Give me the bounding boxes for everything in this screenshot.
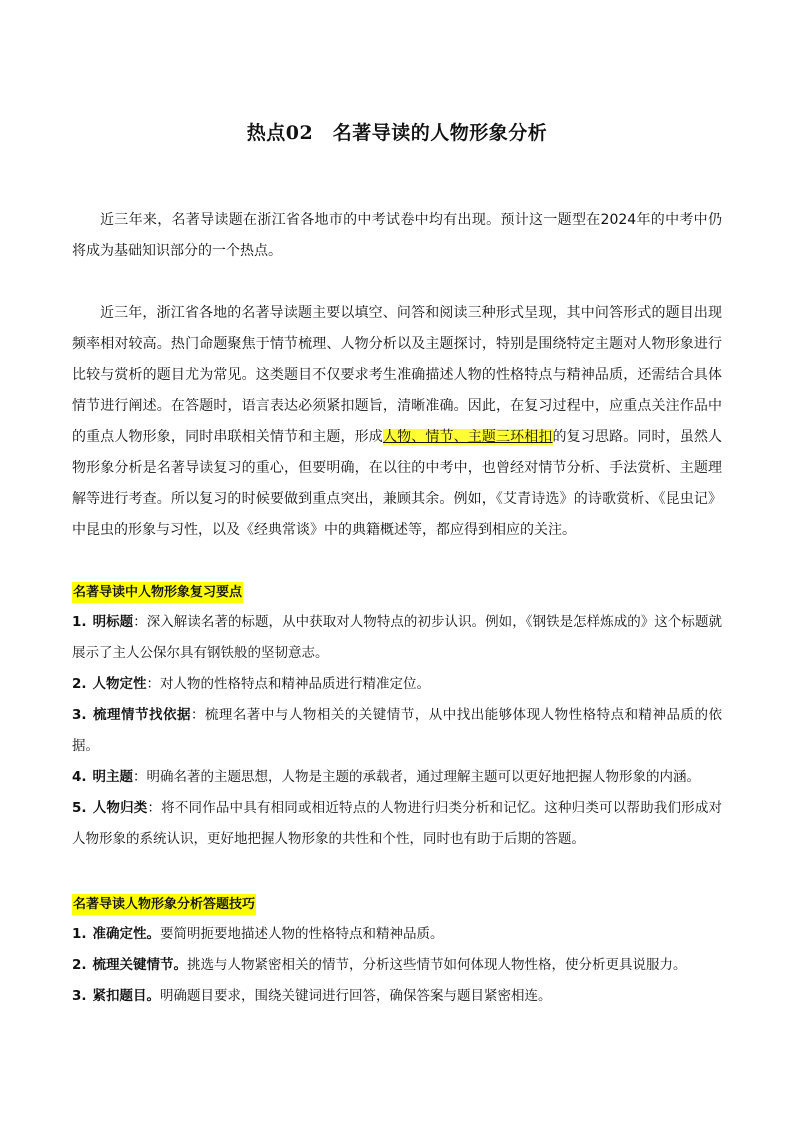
item-term: 明主题 — [92, 769, 134, 785]
section-heading-answer-skills: 名著导读人物形象分析答题技巧 — [72, 894, 256, 915]
item-text: ：深入解读名著的标题，从中获取对人物特点的初步认识。例如，《钢铁是怎样炼成的》这个标题就展示了主人公保尔具有钢铁般的坚韧意志。 — [72, 614, 723, 661]
list-item — [72, 950, 722, 981]
item-number: 1. — [72, 614, 87, 630]
item-term: 人物定性 — [92, 676, 147, 692]
section-heading-review-points: 名著导读中人物形象复习要点 — [72, 582, 243, 603]
list-item — [72, 607, 722, 669]
analysis-paragraph — [72, 298, 722, 546]
item-number: 1. — [72, 926, 87, 942]
review-points-list — [72, 607, 722, 855]
item-term: 紧扣题目。 — [92, 988, 161, 1004]
list-item — [72, 762, 722, 793]
item-text: ：明确名著的主题思想，人物是主题的承载者，通过理解主题可以更好地把握人物形象的内涵。 — [133, 769, 701, 785]
item-term: 梳理情节找依据 — [92, 707, 191, 723]
intro-paragraph: 近三年来，名著导读题在浙江省各地市的中考试卷中均有出现。预计这一题型在2024年的中考中仍将成为基础知识部分的一个热点。 — [72, 212, 722, 259]
item-term: 梳理关键情节。 — [92, 957, 188, 973]
item-text: ：将不同作品中具有相同或相近特点的人物进行归类分析和记忆。这种归类可以帮助我们形成对人物形象的系统认识，更好地把握人物形象的共性和个性，同时也有助于后期的答题。 — [72, 800, 723, 847]
analysis-text-before: 近三年，浙江省各地的名著导读题主要以填空、问答和阅读三种形式呈现，其中问答形式的题目出现频率相对较高。热门命题聚焦于情节梳理、人物分析以及主题探讨，特别是围绕特定主题对人物形象进行比较与赏析的题目尤为常见。这类题目不仅要求考生准确描述人物的性格特点与精神品质，还需结合具体情节进行阐述。在答题时，语言表达必须紧扣题旨，清晰准确。因此，在复习过程中，应重点关注作品中的重点人物形象，同时串联相关情节和主题，形成 — [72, 305, 722, 445]
item-text: 明确题目要求，围绕关键词进行回答，确保答案与题目紧密相连。 — [160, 988, 552, 1004]
item-text: ：对人物的性格特点和精神品质进行精准定位。 — [146, 676, 431, 692]
item-number: 4. — [72, 769, 87, 785]
item-number: 3. — [72, 988, 87, 1004]
highlighted-phrase: 人物、情节、主题三环相扣 — [382, 429, 553, 445]
item-number: 2. — [72, 676, 87, 692]
list-item — [72, 793, 722, 855]
item-term: 明标题 — [92, 614, 134, 630]
item-text: 挑选与人物紧密相关的情节，分析这些情节如何体现人物性格，使分析更具说服力。 — [187, 957, 687, 973]
list-item — [72, 700, 722, 762]
item-term: 准确定性。 — [92, 926, 161, 942]
list-item — [72, 919, 722, 950]
analysis-text-after: 的复习思路。同时，虽然人物形象分析是名著导读复习的重心，但要明确，在以往的中考中，也曾经对情节分析、手法赏析、主题理解等进行考查。所以复习的时候要做到重点突出，兼顾其余。例如，《艾青诗选》的诗歌赏析、《昆虫记》中昆虫的形象与习性，以及《经典常谈》中的典籍概述等，都应得到相应的关注。 — [72, 429, 723, 538]
list-item — [72, 981, 722, 1012]
item-number: 2. — [72, 957, 87, 973]
item-number: 3. — [72, 707, 87, 723]
item-term: 人物归类 — [92, 800, 148, 816]
list-item — [72, 669, 722, 700]
item-text: 要简明扼要地描述人物的性格特点和精神品质。 — [160, 926, 444, 942]
item-number: 5. — [72, 800, 87, 816]
item-text: ：梳理名著中与人物相关的关键情节，从中找出能够体现人物性格特点和精神品质的依据。 — [72, 707, 722, 754]
answer-skills-list — [72, 919, 722, 1012]
page-title: 热点02 名著导读的人物形象分析 — [246, 122, 548, 144]
